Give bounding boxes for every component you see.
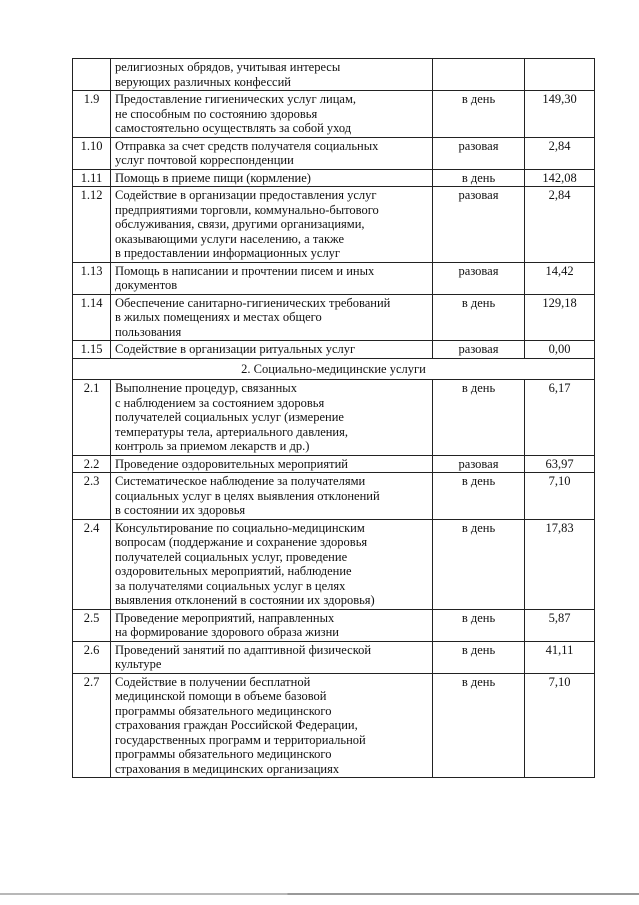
description-line: в предоставлении информационных услуг [115,246,341,260]
description-line: температуры тела, артериального давления, [115,424,348,439]
description-line: обслуживания, связи, другими организациями, [115,217,365,231]
unit-of-service: разовая [433,455,525,473]
row-number: 2.5 [73,609,111,641]
description-line: государственных программ и территориальной [115,732,366,747]
tariff-value: 63,97 [525,455,595,473]
description-line: Проведение мероприятий, направленных [115,610,335,625]
description-line: религиозных обрядов, учитывая интересы [115,60,341,74]
description-line: Предоставление гигиенических услуг лицам, [115,92,356,106]
unit-of-service: разовая [433,137,525,169]
tariff-value: 6,17 [525,380,595,456]
service-description [111,609,433,641]
description-line: вопросам (поддержание и сохранение здоровья [115,535,368,549]
table-row [73,641,595,673]
tariff-value: 142,08 [525,169,595,187]
table-row [73,473,595,520]
description-line: Консультирование по социально-медицинским [115,520,365,535]
service-description [111,473,433,520]
description-line: культуре [115,657,162,671]
service-description [111,341,433,359]
description-line: Помощь в написании и прочтении писем и иных [115,263,375,278]
unit-of-service: в день [433,519,525,609]
service-description [111,673,433,778]
description-line: в жилых помещениях и местах общего [115,310,322,324]
row-number: 1.9 [73,91,111,138]
table-row [73,519,595,609]
unit-of-service: в день [433,641,525,673]
unit-of-service: в день [433,91,525,138]
table-body [73,59,595,778]
tariff-value: 17,83 [525,519,595,609]
tariff-value: 2,84 [525,187,595,263]
description-line: Содействие в получении бесплатной [115,674,311,689]
table-row [73,187,595,263]
description-line: Содействие в организации предоставления услуг [115,188,377,202]
row-number: 2.4 [73,519,111,609]
description-line: получателей социальных услуг, проведение [115,549,348,564]
tariff-value: 2,84 [525,137,595,169]
description-line: услуг почтовой корреспонденции [115,153,294,167]
description-line: Отправка за счет средств получателя социальных [115,138,379,153]
service-description [111,137,433,169]
service-description [111,294,433,341]
unit-of-service: в день [433,473,525,520]
table-row [73,455,595,473]
description-line: предприятиями торговли, коммунально-бытового [115,202,379,217]
description-line: программы обязательного медицинского [115,747,332,761]
description-line: контроль за приемом лекарств и др.) [115,439,310,453]
description-line: программы обязательного медицинского [115,703,332,718]
services-tariff-table [72,58,595,778]
description-line: выявления отклонений в состоянии их здоровья) [115,593,375,607]
description-line: не способным по состоянию здоровья [115,106,318,121]
description-line: на формирование здорового образа жизни [115,625,339,639]
unit-of-service: в день [433,294,525,341]
service-description [111,59,433,91]
description-line: социальных услуг в целях выявления отклонений [115,488,380,503]
description-line: получателей социальных услуг (измерение [115,410,344,424]
description-line: документов [115,278,178,292]
row-number: 1.12 [73,187,111,263]
unit-of-service: разовая [433,262,525,294]
row-number: 2.7 [73,673,111,778]
description-line: Содействие в организации ритуальных услуг [115,342,356,356]
description-line: Помощь в приеме пищи (кормление) [115,170,311,185]
description-line: страхования граждан Российской Федерации, [115,718,358,732]
row-number: 1.14 [73,294,111,341]
tariff-value: 129,18 [525,294,595,341]
table-row [73,673,595,778]
tariff-value: 0,00 [525,341,595,359]
tariff-value: 7,10 [525,673,595,778]
description-line: с наблюдением за состоянием здоровья [115,395,325,410]
section-header-row [73,358,595,380]
description-line: Выполнение процедур, связанных [115,381,297,395]
table-row [73,137,595,169]
description-line: в состоянии их здоровья [115,503,246,517]
table-row [73,609,595,641]
tariff-value: 41,11 [525,641,595,673]
service-description [111,187,433,263]
description-line: Проведений занятий по адаптивной физической [115,642,372,657]
service-description [111,455,433,473]
unit-of-service: в день [433,673,525,778]
row-number: 2.6 [73,641,111,673]
tariff-value: 149,30 [525,91,595,138]
description-line: за получателями социальных услуг в целях [115,578,346,593]
row-number: 2.2 [73,455,111,473]
table-row [73,59,595,91]
unit-of-service: разовая [433,187,525,263]
description-line: страхования в медицинских организациях [115,761,340,776]
description-line: Систематическое наблюдение за получателями [115,474,366,488]
section-title: 2. Социально-медицинские услуги [73,358,595,380]
row-number: 1.15 [73,341,111,359]
service-description [111,262,433,294]
description-line: верующих различных конфессий [115,74,291,89]
table-row [73,91,595,138]
page-bottom-edge [0,893,639,895]
description-line: Обеспечение санитарно-гигиенических требований [115,295,391,310]
service-description [111,169,433,187]
unit-of-service: разовая [433,341,525,359]
description-line: пользования [115,324,182,339]
unit-of-service [433,59,525,91]
table-row [73,380,595,456]
tariff-value: 7,10 [525,473,595,520]
row-number: 1.13 [73,262,111,294]
service-description [111,91,433,138]
row-number: 2.1 [73,380,111,456]
row-number: 1.11 [73,169,111,187]
service-description [111,380,433,456]
tariff-value [525,59,595,91]
unit-of-service: в день [433,609,525,641]
description-line: оказывающими услуги населению, а также [115,231,345,246]
service-description [111,519,433,609]
table-row [73,341,595,359]
row-number: 2.3 [73,473,111,520]
description-line: самостоятельно осуществлять за собой уход [115,121,352,135]
description-line: медицинской помощи в объеме базовой [115,689,327,703]
row-number [73,59,111,91]
table-row [73,262,595,294]
table-row [73,169,595,187]
unit-of-service: в день [433,380,525,456]
description-line: оздоровительных мероприятий, наблюдение [115,564,352,578]
tariff-value: 5,87 [525,609,595,641]
service-description [111,641,433,673]
table-row [73,294,595,341]
unit-of-service: в день [433,169,525,187]
tariff-value: 14,42 [525,262,595,294]
description-line: Проведение оздоровительных мероприятий [115,456,348,471]
row-number: 1.10 [73,137,111,169]
document-page [72,58,594,778]
